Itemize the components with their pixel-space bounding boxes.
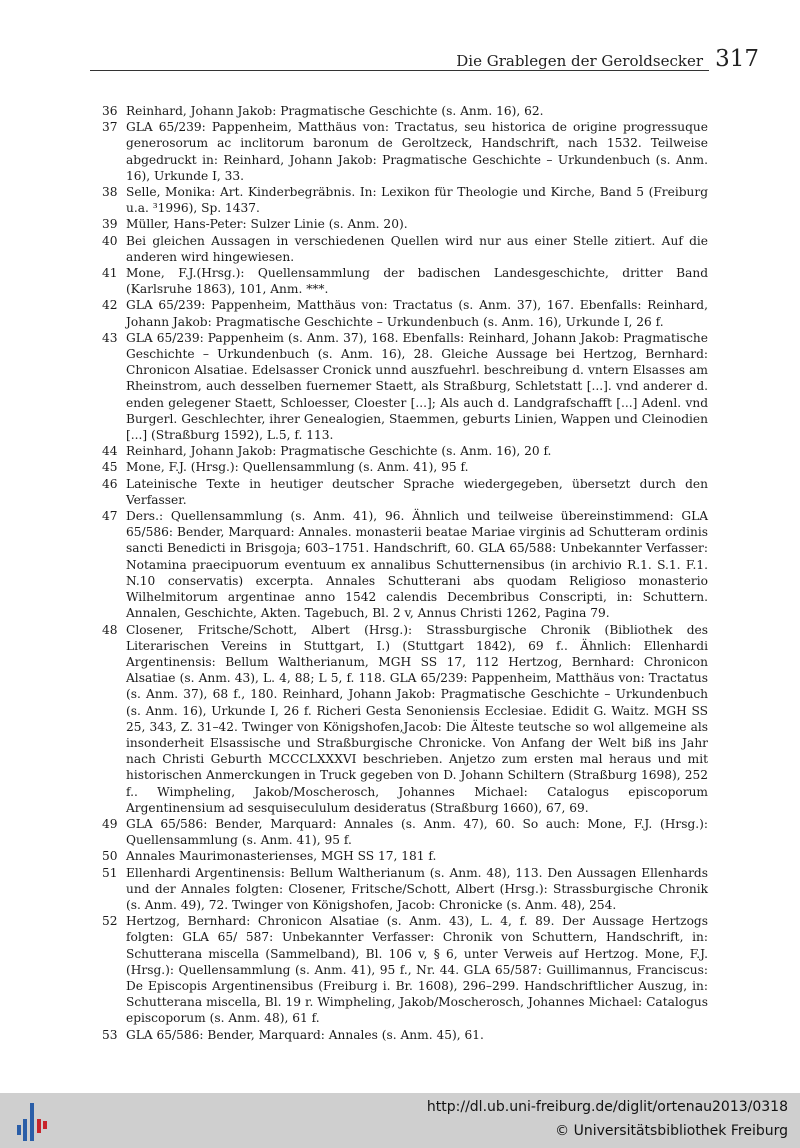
running-title: Die Grablegen der Geroldsecker xyxy=(456,52,703,70)
footnote xyxy=(102,216,708,232)
footnote xyxy=(102,184,708,216)
footnote-number: 45 xyxy=(102,460,118,475)
footnote xyxy=(102,508,708,621)
footnote-number: 41 xyxy=(102,266,118,281)
footnote-text: Ders.: Quellensammlung (s. Anm. 41), 96. Ähnlich und teilweise übereinstimmend: GLA 65/586: Bender, Marquard: Annales. monasterii beatae Mariae virginis ad Schutteram ordinis sancti Benedicti in Brisgoja; 603–1751. Handschrift, 60. GLA 65/588: Unbekannter Verfasser: Notamina praecipuorum eventuum ex annalibus Schutternensibus (in archivio R.1. S.1. F.1. N.10 conservatis) excerpta. Annales Schutterani abs quodam Religioso monasterio Wilhelmitorum argentinae anno 1542 calendis Decembribus Conscripti, in: Schuttern. Annalen, Geschichte, Akten. Tagebuch, Bl. 2 v, Annus Christi 1262, Pagina 79. xyxy=(126,509,708,621)
footnote xyxy=(102,103,708,119)
footnote-number: 49 xyxy=(102,816,118,831)
library-logo xyxy=(14,1101,50,1143)
header-rule xyxy=(90,70,709,71)
footnote-number: 48 xyxy=(102,622,118,637)
footnote-text: Ellenhardi Argentinensis: Bellum Waltherianum (s. Anm. 48), 113. Den Aussagen Ellenhards und der Annales folgten: Closener, Fritsche/Schott, Albert (Hrsg.): Strassburgische Chronik (s. Anm. 49), 72. Twinger von Königshofen, Jacob: Chronicke (s. Anm. 48), 254. xyxy=(126,865,708,912)
footnote-number: 42 xyxy=(102,298,118,313)
footnote-number: 39 xyxy=(102,217,118,232)
footnote-number: 40 xyxy=(102,233,118,248)
footnote xyxy=(102,233,708,265)
footnote-number: 43 xyxy=(102,330,118,345)
footnote-text: Annales Maurimonasterienses, MGH SS 17, 181 f. xyxy=(126,849,437,864)
footnotes-list xyxy=(102,103,708,1043)
footer-bar xyxy=(0,1093,800,1148)
footnote-number: 44 xyxy=(102,444,118,459)
footnote-text: Bei gleichen Aussagen in verschiedenen Quellen wird nur aus einer Stelle zitiert. Auf die anderen wird hingewiesen. xyxy=(126,233,708,264)
footnote xyxy=(102,848,708,864)
footnote-text: GLA 65/239: Pappenheim (s. Anm. 37), 168. Ebenfalls: Reinhard, Johann Jakob: Pragmatische Geschichte – Urkundenbuch (s. Anm. 16), 28. Gleiche Aussage bei Hertzog, Bernhard: Chronicon Alsatiae. Edelsasser Cronick unnd auszfuehrl. beschreibung d. vntern Elsasses am Rheinstrom, auch desselben fuernemer Staett, als Straßburg, Schletstatt [...]. vnd anderer d. enden gelegener Staett, Schloesser, Cloester [...]; Als auch d. Landgrafschafft [...] Adenl. vnd Burgerl. Geschlechter, ihrer Genealogien, Staemmen, geburts Linien, Wappen und Cleinodien [...] (Straßburg 1592), L.5, f. 113. xyxy=(126,330,708,443)
footnote-number: 53 xyxy=(102,1027,118,1042)
footnote xyxy=(102,119,708,184)
footnote-text: GLA 65/239: Pappenheim, Matthäus von: Tractatus (s. Anm. 37), 167. Ebenfalls: Reinhard, Johann Jakob: Pragmatische Geschichte – Urkundenbuch (s. Anm. 16), Urkunde I, 26 f. xyxy=(126,298,708,329)
footnote xyxy=(102,622,708,816)
footnote-text: Closener, Fritsche/Schott, Albert (Hrsg.): Strassburgische Chronik (Bibliothek des Literarischen Vereins in Stuttgart, I.) (Stuttgart 1842), 69 f.. Ähnlich: Ellenhardi Argentinensis: Bellum Waltherianum, MGH SS 17, 112 Hertzog, Bernhard: Chronicon Alsatiae (s. Anm. 43), L. 4, 88; L 5, f. 118. GLA 65/239: Pappenheim, Matthäus von: Tractatus (s. Anm. 37), 68 f., 180. Reinhard, Johann Jakob: Pragmatische Geschichte – Urkundenbuch (s. Anm. 16), Urkunde I, 26 f. Richeri Gesta Senoniensis Ecclesiae. Edidit G. Waitz. MGH SS 25, 343, Z. 31–42. Twinger von Königshofen,Jacob: Die Älteste teutsche so wol allgemeine als insonderheit Elsassische und Straßburgische Chronicke. Von Anfang der Welt biß ins Jahr nach Christi Geburth MCCCLXXXVI beschrieben. Anjetzo zum ersten mal heraus und mit historischen Anmerckungen in Truck gegeben von D. Johann Schiltern (Straßburg 1698), 252 f.. Wimpheling, Jakob/Moscherosch, Johannes Michael: Catalogus episcoporum Argentinensium ad sesquisecululum desideratus (Straßburg 1660), 67, 69. xyxy=(126,622,708,815)
footnote-text: Hertzog, Bernhard: Chronicon Alsatiae (s. Anm. 43), L. 4, f. 89. Der Aussage Hertzogs folgten: GLA 65/ 587: Unbekannter Verfasser: Chronik von Schuttern, Handschrift, in: Schutterana miscella (Sammelband), Bl. 106 v, § 6, unter Verweis auf Hertzog. Mone, F.J. (Hrsg.): Quellensammlung (s. Anm. 41), 95 f., Nr. 44. GLA 65/587: Guillimannus, Franciscus: De Episcopis Argentinensibus (Freiburg i. Br. 1608), 296–299. Handschriftlicher Auszug, in: Schutterana miscella, Bl. 19 r. Wimpheling, Jakob/Moscherosch, Johannes Michael: Catalogus episcoporum (s. Anm. 48), 61 f. xyxy=(126,914,708,1026)
footnote-number: 52 xyxy=(102,914,118,929)
footnote xyxy=(102,265,708,297)
footnote xyxy=(102,913,708,1026)
footer-copyright: © Universitätsbibliothek Freiburg xyxy=(555,1123,788,1139)
footnote-number: 47 xyxy=(102,509,118,524)
footnote-number: 37 xyxy=(102,120,118,135)
footnote xyxy=(102,816,708,848)
footnote-text: GLA 65/239: Pappenheim, Matthäus von: Tractatus, seu historica de origine progressuque generosorum ac inclitorum baronum de Geroltzeck, Handschrift, nach 1532. Teilweise abgedruckt in: Reinhard, Johann Jakob: Pragmatische Geschichte – Urkundenbuch (s. Anm. 16), Urkunde I, 33. xyxy=(126,120,708,183)
page-number: 317 xyxy=(715,46,759,72)
footnote-text: Selle, Monika: Art. Kinderbegräbnis. In: Lexikon für Theologie und Kirche, Band 5 (Freiburg u.a. ³1996), Sp. 1437. xyxy=(126,185,708,216)
footnote-text: GLA 65/586: Bender, Marquard: Annales (s. Anm. 47), 60. So auch: Mone, F.J. (Hrsg.): Quellensammlung (s. Anm. 41), 95 f. xyxy=(126,816,708,848)
footnote xyxy=(102,865,708,914)
footnote-text: Mone, F.J. (Hrsg.): Quellensammlung (s. Anm. 41), 95 f. xyxy=(126,460,469,475)
footnote xyxy=(102,1027,708,1043)
footnote-number: 50 xyxy=(102,849,118,864)
footnote-text: Mone, F.J.(Hrsg.): Quellensammlung der badischen Landesgeschichte, dritter Band (Karlsruhe 1863), 101, Anm. ***. xyxy=(126,266,708,297)
footnote-number: 46 xyxy=(102,476,118,491)
footnote-text: GLA 65/586: Bender, Marquard: Annales (s. Anm. 45), 61. xyxy=(126,1027,484,1042)
footnote-text: Reinhard, Johann Jakob: Pragmatische Geschichte (s. Anm. 16), 62. xyxy=(126,104,544,118)
footnote-text: Lateinische Texte in heutiger deutscher Sprache wiedergegeben, übersetzt durch den Verfasser. xyxy=(126,476,708,507)
footnote-text: Reinhard, Johann Jakob: Pragmatische Geschichte (s. Anm. 16), 20 f. xyxy=(126,444,552,459)
footer-url-link[interactable]: http://dl.ub.uni-freiburg.de/diglit/ortenau2013/0318 xyxy=(426,1099,788,1115)
page-header xyxy=(90,44,759,78)
footnote-number: 36 xyxy=(102,104,118,118)
footnote xyxy=(102,330,708,443)
footnote xyxy=(102,297,708,329)
footnote-number: 51 xyxy=(102,865,118,880)
footnote xyxy=(102,443,708,459)
footnote xyxy=(102,476,708,508)
footnote xyxy=(102,459,708,475)
footnote-text: Müller, Hans-Peter: Sulzer Linie (s. Anm. 20). xyxy=(126,217,408,232)
footnote-number: 38 xyxy=(102,185,118,200)
